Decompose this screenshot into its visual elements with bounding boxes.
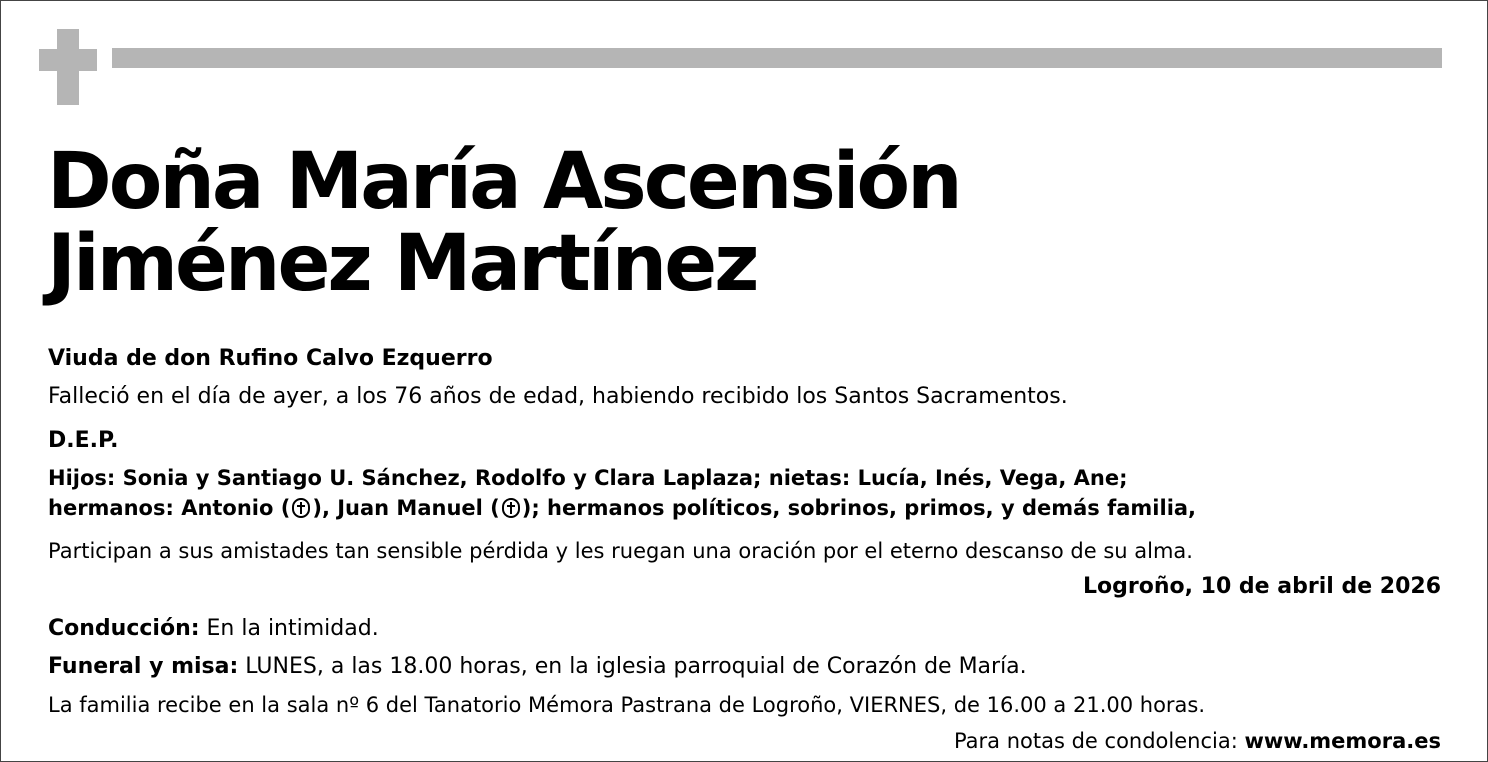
name-line-2: Jiménez Martínez bbox=[47, 219, 757, 309]
conduction-label: Conducción: bbox=[48, 616, 200, 641]
header-rule bbox=[112, 48, 1442, 68]
family-line-2-a: hermanos: Antonio ( bbox=[48, 496, 291, 520]
family-line-2 bbox=[48, 493, 1196, 523]
funeral-label: Funeral y misa: bbox=[48, 654, 239, 679]
participation: Participan a sus amistades tan sensible pérdida y les ruegan una oración por el eterno descanso de su alma. bbox=[48, 539, 1193, 563]
dagger-icon bbox=[502, 498, 520, 518]
death-notice: Falleció en el día de ayer, a los 76 años de edad, habiendo recibido los Santos Sacramentos. bbox=[48, 384, 1068, 409]
name-line-1: Doña María Ascensión bbox=[47, 137, 960, 227]
family-line-2-b: ), Juan Manuel ( bbox=[312, 496, 500, 520]
condolence-label: Para notas de condolencia: bbox=[953, 729, 1245, 753]
conduction bbox=[48, 615, 379, 643]
condolence-link[interactable]: www.memora.es bbox=[1244, 729, 1441, 753]
conduction-value: En la intimidad. bbox=[199, 616, 379, 641]
place-date: Logroño, 10 de abril de 2026 bbox=[1083, 574, 1441, 599]
cross-icon bbox=[39, 29, 97, 105]
widow-of: Viuda de don Rufino Calvo Ezquerro bbox=[48, 346, 493, 371]
reception: La familia recibe en la sala nº 6 del Tanatorio Mémora Pastrana de Logroño, VIERNES, de 16.00 a 21.00 horas. bbox=[48, 693, 1206, 717]
family-list bbox=[48, 463, 1196, 523]
deceased-name bbox=[47, 137, 960, 309]
condolence bbox=[954, 727, 1441, 755]
family-line-1: Hijos: Sonia y Santiago U. Sánchez, Rodolfo y Clara Laplaza; nietas: Lucía, Inés, Vega, Ane; bbox=[48, 466, 1128, 490]
funeral-value: LUNES, a las 18.00 horas, en la iglesia parroquial de Corazón de María. bbox=[238, 654, 1027, 679]
family-line-2-c: ); hermanos políticos, sobrinos, primos, y demás familia, bbox=[521, 496, 1197, 520]
rip: D.E.P. bbox=[48, 428, 119, 453]
dagger-icon bbox=[292, 498, 310, 518]
funeral bbox=[48, 653, 1027, 681]
